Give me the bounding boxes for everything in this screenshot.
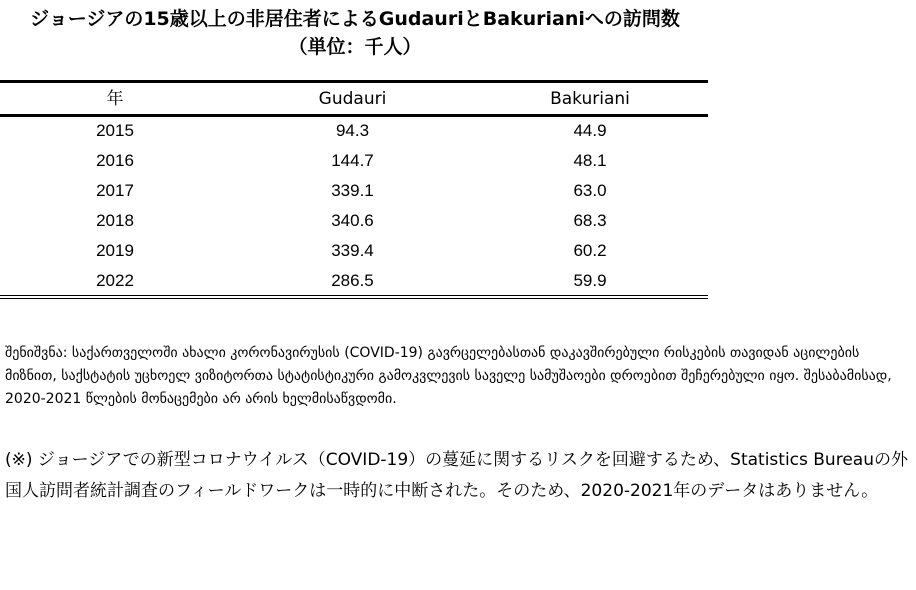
cell-year: 2022 — [96, 271, 134, 290]
cell-bakuriani: 68.3 — [573, 211, 607, 230]
header-gudauri: Gudauri — [318, 89, 387, 109]
table-row — [0, 236, 708, 266]
cell-gudauri: 339.1 — [331, 181, 374, 200]
table-row — [0, 206, 708, 236]
table-header-row — [0, 84, 708, 114]
table-bottom-rule-2 — [0, 298, 708, 299]
table-bottom-rule-1 — [0, 295, 708, 296]
header-year: 年 — [106, 89, 124, 109]
cell-gudauri: 94.3 — [335, 121, 370, 140]
header-bakuriani: Bakuriani — [550, 89, 630, 109]
cell-bakuriani: 48.1 — [573, 151, 607, 170]
georgian-footnote: შენიშვნა: საქართველოში ახალი კორონავირუსის (COVID-19) გავრცელებასთან დაკავშირებული რისკების თავიდან აცილების მიზნით, საქსტატის უცხოელ ვიზიტორთა სტატისტიკური გამოკვლევის საველე სამუშაოები დროებით შეჩერებული იყო. შესაბამისად, 2020-2021 წლების მონაცემები არ არის ხელმისაწვდომი. — [5, 345, 892, 407]
cell-bakuriani: 60.2 — [573, 241, 607, 260]
table-title: ジョージアの15歳以上の非居住者によるGudauriとBakurianiへの訪問数 — [30, 8, 680, 30]
cell-gudauri: 340.6 — [331, 211, 374, 230]
table-unit-subtitle: （単位：千人） — [288, 36, 422, 58]
cell-gudauri: 144.7 — [331, 151, 374, 170]
table-row — [0, 146, 708, 176]
table-row — [0, 176, 708, 206]
table-row — [0, 116, 708, 146]
cell-year: 2019 — [96, 241, 134, 260]
table-top-rule — [0, 80, 708, 83]
cell-bakuriani: 44.9 — [573, 121, 607, 140]
cell-bakuriani: 63.0 — [573, 181, 607, 200]
japanese-footnote: (※) ジョージアでの新型コロナウイルス（COVID-19）の蔓延に関するリスクを回避するため、Statistics Bureauの外国人訪問者統計調査のフィールドワークは一時的に中断された。そのため、2020-2021年のデータはありません。 — [5, 450, 908, 501]
cell-year: 2017 — [96, 181, 134, 200]
cell-bakuriani: 59.9 — [573, 271, 607, 290]
cell-gudauri: 286.5 — [331, 271, 374, 290]
cell-year: 2016 — [96, 151, 134, 170]
table-row — [0, 266, 708, 296]
cell-year: 2015 — [96, 121, 134, 140]
cell-gudauri: 339.4 — [331, 241, 374, 260]
cell-year: 2018 — [96, 211, 134, 230]
